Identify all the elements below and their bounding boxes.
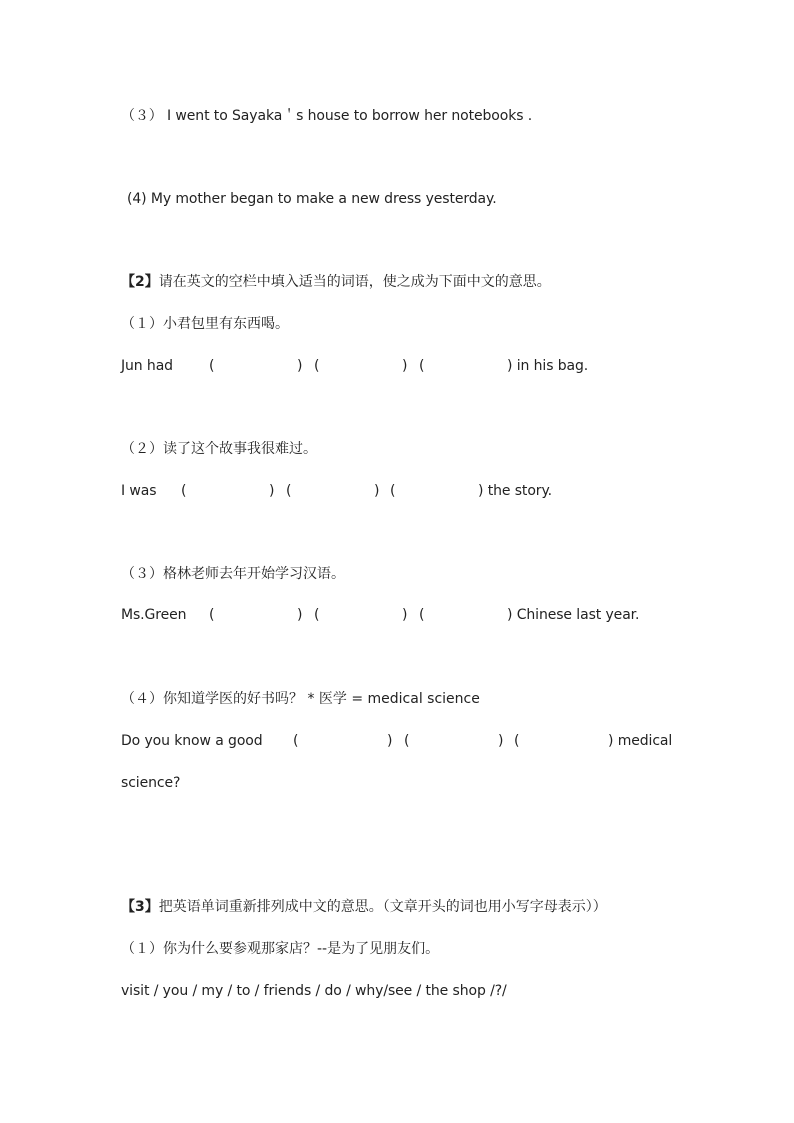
sentence-item-4: (4) My mother began to make a new dress yesterday.: [127, 191, 497, 207]
question-2-chinese: （２）读了这个故事我很难过。: [121, 441, 317, 457]
blank-2-open: (: [286, 483, 292, 499]
section-2-instruction: 请在英文的空栏中填入适当的词语，使之成为下面中文的意思。: [158, 274, 551, 290]
question-3-chinese: （３）格林老师去年开始学习汉语。: [121, 566, 345, 582]
section-3-question-1-words: visit / you / my / to / friends / do / why/see / the shop /?/: [121, 983, 507, 999]
blank-1-close: ): [297, 358, 303, 374]
blank-2-open: (: [314, 358, 320, 374]
sentence-item-3: （３） I went to Sayaka＇s house to borrow her notebooks .: [121, 108, 533, 124]
sentence-end: ) in his bag.: [507, 358, 589, 374]
section-3-number: 【3】: [121, 899, 159, 915]
sentence-start: Do you know a good: [121, 733, 263, 749]
blank-1-open: (: [293, 733, 299, 749]
sentence-end: ) medical: [608, 733, 673, 749]
sentence-start: I was: [121, 483, 157, 499]
blank-1-open: (: [181, 483, 187, 499]
blank-1-close: ): [297, 607, 303, 623]
blank-3-open: (: [390, 483, 396, 499]
blank-3-open: (: [419, 358, 425, 374]
section-2-header: [121, 272, 551, 292]
sentence-start: Jun had: [121, 358, 173, 374]
section-3-instruction: 把英语单词重新排列成中文的意思。（文章开头的词也用小写字母表示））: [158, 899, 607, 915]
blank-1-close: ): [269, 483, 275, 499]
blank-3-open: (: [419, 607, 425, 623]
blank-2-close: ): [374, 483, 380, 499]
section-3-header: [121, 897, 607, 917]
question-1-chinese: （１）小君包里有东西喝。: [121, 316, 289, 332]
blank-2-open: (: [314, 607, 320, 623]
question-4-english-continued: science?: [121, 775, 181, 791]
blank-2-open: (: [404, 733, 410, 749]
blank-1-close: ): [387, 733, 393, 749]
sentence-start: Ms.Green: [121, 607, 187, 623]
section-2-number: 【2】: [121, 274, 159, 290]
question-4-chinese: （４）你知道学医的好书吗？ * 医学 = medical science: [121, 691, 480, 707]
blank-2-close: ): [402, 607, 408, 623]
section-3-question-1-chinese: （１）你为什么要参观那家店？--是为了见朋友们。: [121, 941, 440, 957]
blank-2-close: ): [498, 733, 504, 749]
blank-3-open: (: [514, 733, 520, 749]
blank-2-close: ): [402, 358, 408, 374]
sentence-end: ) Chinese last year.: [507, 607, 640, 623]
blank-1-open: (: [209, 358, 215, 374]
sentence-end: ) the story.: [478, 483, 552, 499]
blank-1-open: (: [209, 607, 215, 623]
